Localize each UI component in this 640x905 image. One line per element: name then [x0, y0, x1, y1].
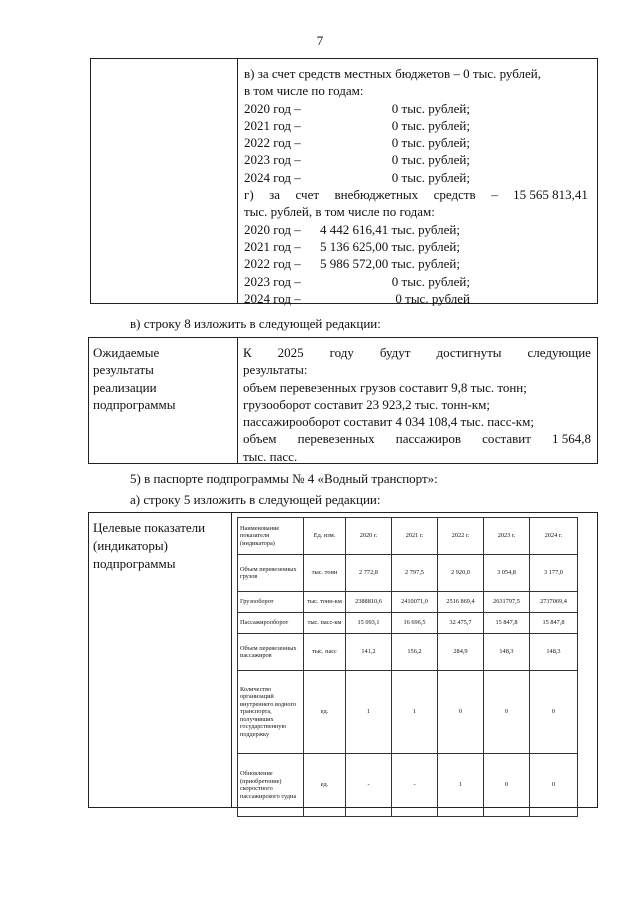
year-value: 0 тыс. рублей; [391, 152, 470, 168]
word: г) [244, 187, 254, 203]
paragraph-row5: а) строку 5 изложить в следующей редакции: [130, 492, 381, 507]
year-value: 0 тыс. рублей; [391, 100, 470, 116]
table-row [238, 592, 578, 613]
word: К [243, 345, 252, 360]
table-row [238, 671, 578, 754]
results-line: тыс. пасс. [243, 448, 298, 464]
indicator-value: 2 797,5 [392, 555, 438, 592]
indicator-value: 0 [484, 754, 530, 817]
indicator-name: Обновление (приобретение) скоростного пассажирского судна [238, 754, 304, 817]
column-header: 2022 г. [438, 518, 484, 555]
year-label: 2022 год – [244, 135, 301, 151]
funding-text-line: в том числе по годам: [244, 83, 364, 99]
results-line: результаты: [243, 362, 308, 378]
indicator-value: 0 [484, 671, 530, 754]
column-header: Наименование показателя (индикатора) [238, 518, 304, 555]
indicator-value: 284,9 [438, 634, 484, 671]
word: достигнуты [436, 345, 502, 360]
column-divider [237, 338, 238, 463]
word: 2025 [277, 345, 304, 360]
funding-year-line [244, 255, 588, 272]
funding-table [90, 58, 598, 304]
column-header: 2024 г. [530, 518, 578, 555]
word: 15 565 813,41 [513, 187, 588, 203]
results-line: грузооборот составит 23 923,2 тыс. тонн-км; [243, 396, 490, 412]
target-indicators-table [88, 512, 598, 808]
column-divider [237, 59, 238, 303]
label-line: Целевые показатели [93, 520, 206, 535]
indicator-value: 156,2 [392, 634, 438, 671]
indicator-value: 1 [346, 671, 392, 754]
column-header: 2021 г. [392, 518, 438, 555]
funding-text-line: в) за счет средств местных бюджетов – 0 тыс. рублей, [244, 66, 542, 81]
indicator-value: 2410071,0 [392, 592, 438, 613]
funding-year-line [244, 117, 588, 134]
paragraph-passport: 5) в паспорте подпрограммы № 4 «Водный транспорт»: [130, 471, 438, 486]
indicator-value: 15 093,1 [346, 613, 392, 634]
indicator-name: Количество организаций внутреннего водного транспорта, получивших государственную поддержку [238, 671, 304, 754]
column-header: 2023 г. [484, 518, 530, 555]
year-label: 2020 год – [244, 100, 301, 116]
word: составит [482, 431, 531, 447]
funding-year-line [244, 273, 588, 290]
year-label: 2023 год – [244, 273, 301, 289]
funding-cell [244, 65, 588, 307]
year-value: 4 442 616,41 тыс. рублей; [320, 221, 460, 237]
indicator-value: 32 475,7 [438, 613, 484, 634]
funding-year-line [244, 238, 588, 255]
label-line: Ожидаемые [93, 345, 160, 360]
year-value: 0 тыс. рублей; [391, 135, 470, 151]
results-first-line [243, 344, 591, 361]
funding-justified-line [244, 186, 588, 203]
table-row [238, 754, 578, 817]
indicator-value: 2 772,8 [346, 555, 392, 592]
year-label: 2024 год – [244, 290, 301, 306]
results-line: пассажирооборот составит 4 034 108,4 тыс. пасс-км; [243, 414, 534, 430]
target-indicators-label [93, 519, 229, 573]
word: будут [379, 345, 411, 360]
word: пассажиров [395, 431, 462, 447]
indicator-value: 2737069,4 [530, 592, 578, 613]
indicator-value: 0 [438, 671, 484, 754]
indicator-value: ед. [304, 671, 346, 754]
indicator-value: 3 177,0 [530, 555, 578, 592]
indicator-value: тыс. пасс-км [304, 613, 346, 634]
indicator-value: тыс. тонн [304, 555, 346, 592]
indicator-value: 15 847,8 [530, 613, 578, 634]
expected-results-table [88, 337, 598, 464]
indicator-value: - [392, 754, 438, 817]
year-value: 0 тыс. рублей; [391, 273, 470, 289]
indicator-value: 148,3 [530, 634, 578, 671]
indicator-value: 1 [438, 754, 484, 817]
indicator-value: 2 920,0 [438, 555, 484, 592]
indicator-value: 2631797,5 [484, 592, 530, 613]
word: объем [243, 431, 277, 447]
funding-text-line: тыс. рублей, в том числе по годам: [244, 204, 435, 220]
column-header: Ед. изм. [304, 518, 346, 555]
word: средств [433, 187, 476, 203]
word: внебюджетных [334, 187, 419, 203]
label-line: реализации [93, 379, 157, 395]
indicator-value: 141,2 [346, 634, 392, 671]
label-line: результаты [93, 362, 154, 378]
page-number: 7 [316, 33, 324, 48]
word: следующие [527, 345, 591, 360]
indicator-value: 0 [530, 671, 578, 754]
year-value: 5 136 625,00 тыс. рублей; [320, 238, 460, 254]
table-row [238, 555, 578, 592]
indicator-value: - [346, 754, 392, 817]
year-value: 0 тыс. рублей; [391, 117, 470, 133]
indicators-table [237, 517, 578, 817]
paragraph-row8: в) строку 8 изложить в следующей редакции: [130, 316, 381, 331]
year-label: 2020 год – [244, 221, 301, 237]
table-row [238, 634, 578, 671]
indicator-value: 0 [530, 754, 578, 817]
expected-results-cell [243, 344, 591, 465]
year-value: 5 986 572,00 тыс. рублей; [320, 256, 460, 272]
indicator-value: 15 847,8 [484, 613, 530, 634]
indicator-value: 148,3 [484, 634, 530, 671]
funding-year-line [244, 151, 588, 168]
word: – [491, 187, 498, 203]
results-line: объем перевезенных грузов составит 9,8 тыс. тонн; [243, 379, 527, 395]
word: 1 564,8 [551, 431, 591, 447]
year-value: 0 тыс. рублей; [391, 169, 470, 185]
funding-year-line [244, 134, 588, 151]
word: году [329, 345, 354, 360]
word: за [269, 187, 281, 203]
indicator-name: Объем перевезенных пассажиров [238, 634, 304, 671]
indicator-value: 16 696,5 [392, 613, 438, 634]
table-row [238, 613, 578, 634]
indicator-value: ед. [304, 754, 346, 817]
expected-results-label [93, 344, 233, 413]
label-line: (индикаторы) [93, 538, 168, 553]
indicators-header-row [238, 518, 578, 555]
indicator-name: Пассажирооборот [238, 613, 304, 634]
label-line: подпрограммы [93, 556, 176, 571]
year-label: 2021 год – [244, 238, 301, 254]
label-line: подпрограммы [93, 396, 176, 412]
indicator-name: Объем перевезенных грузов [238, 555, 304, 592]
indicator-value: 2516 869,4 [438, 592, 484, 613]
year-label: 2021 год – [244, 117, 301, 133]
column-header: 2020 г. [346, 518, 392, 555]
word: счет [295, 187, 320, 203]
indicator-value: 1 [392, 671, 438, 754]
year-label: 2023 год – [244, 152, 301, 168]
indicator-value: 3 054,8 [484, 555, 530, 592]
funding-year-line [244, 221, 588, 238]
funding-year-line [244, 100, 588, 117]
indicator-value: тыс. тонн-км [304, 592, 346, 613]
funding-year-line [244, 169, 588, 186]
results-justified-line [243, 430, 591, 447]
word: перевезенных [297, 431, 375, 447]
year-label: 2022 год – [244, 256, 301, 272]
column-divider [231, 513, 232, 807]
indicator-value: тыс. пасс [304, 634, 346, 671]
funding-year-line [244, 290, 588, 307]
indicator-name: Грузооборот [238, 592, 304, 613]
year-label: 2024 год – [244, 169, 301, 185]
indicator-value: 2388810,6 [346, 592, 392, 613]
year-value: 0 тыс. рублей [395, 290, 470, 306]
